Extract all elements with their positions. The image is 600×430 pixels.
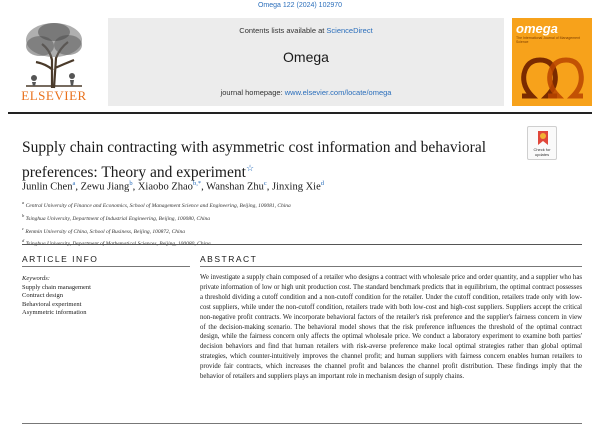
- author-list: Junlin Chen$^a$, Zewu Jiang$^b$, Xiaobo Zhao$^{b,*}$, Wanshan Zhu$^c$, Jinxing Xie$^d$: [22, 180, 324, 193]
- affiliation-list: [22, 198, 582, 249]
- journal-cover[interactable]: [512, 18, 592, 106]
- abstract-rule: [200, 266, 582, 267]
- elsevier-logo[interactable]: [8, 18, 100, 106]
- cover-subtitle: The International Journal of Management Science: [516, 36, 581, 44]
- sciencedirect-link[interactable]: ScienceDirect: [326, 26, 373, 35]
- keyword-item: Behavioral experiment: [22, 300, 82, 308]
- bookmark-icon: [536, 130, 550, 146]
- author-name[interactable]: Wanshan Zhu: [206, 181, 264, 193]
- abstract-text: We investigate a supply chain composed of a retailer who designs a contract with wholesale price and order quantity, and a supplier who has private information of low or high unit production cost. The standard benchmark predicts that in equilibrium, the optimal contract possesses a threshold dividing a cutoff condition and a non-cutoff condition for the retailer. Under the cutoff condition, retailers trade only with low-cost suppliers, while under the non-cutoff condition, retailers trade with both low-cost and high-cost suppliers. Suppliers accept the critical non-negative profit contracts. We incorporate behavioral factors of the retailer's risk preference and the supplier's fairness concern in view of the decision-making scenario. The behavioral model shows that the risk preference influences the threshold of the optimal contract design, while the fairness concern only affects the optimal wholesale price. We conduct a laboratory experiment to examine both parties' decision behaviors and find that human retailers with risk-averse preference make local optimal strategies rather than global optimal strategies, which counter-intuitively improves the channel profit; and human suppliers with fairness concern enables human retailers to provide fair contracts, which increases the channel profit and balances the channel profit distribution. These findings imply that the behavior of retailers and suppliers plays an important role in mechanism design of supply chains.: [200, 274, 582, 381]
- affiliation-item: $^c$ Renmin University of China, School of Business, Beijing, 100872, China: [22, 225, 186, 235]
- author-name[interactable]: Junlin Chen: [22, 181, 73, 193]
- keyword-item: Supply chain management: [22, 283, 91, 291]
- cover-title: omega: [516, 21, 558, 36]
- omega-symbol-icon: [518, 56, 586, 100]
- check-for-updates-button[interactable]: [527, 126, 557, 160]
- affiliation-item: d: [22, 238, 25, 244]
- keyword-item: Contract design: [22, 292, 63, 299]
- abstract-heading: ABSTRACT: [200, 254, 258, 264]
- journal-masthead: [8, 18, 592, 106]
- journal-homepage-link[interactable]: www.elsevier.com/locate/omega: [284, 88, 392, 97]
- homepage-line: [108, 88, 504, 97]
- author-affiliation-mark[interactable]: b,*: [192, 180, 202, 187]
- homepage-prefix: journal homepage:: [220, 88, 285, 97]
- keyword-item: Asymmetric information: [22, 309, 87, 316]
- author-affiliation-mark[interactable]: a: [72, 180, 76, 187]
- author-affiliation-mark[interactable]: b: [129, 180, 133, 187]
- header-rule: [8, 112, 592, 114]
- article-info-heading: ARTICLE INFO: [22, 254, 99, 264]
- section-divider: [22, 244, 582, 245]
- affiliation-item: $^b$ Tsinghua University, Department of Industrial Engineering, Beijing, 100080, China: [22, 212, 210, 222]
- journal-name: Omega: [283, 49, 329, 65]
- article-title: [22, 138, 502, 183]
- author-name[interactable]: Xiaobo Zhao: [137, 181, 193, 193]
- masthead-center: [108, 18, 504, 106]
- author-name[interactable]: Zewu Jiang: [80, 181, 130, 193]
- check-for-updates-label: Check for updates: [533, 147, 551, 157]
- affiliation-item: $^a$ Central University of Finance and Economics, School of Management Science and Engineering, Beijing, 100081, China: [22, 200, 291, 209]
- author-affiliation-mark[interactable]: c: [263, 180, 267, 187]
- article-title-text: Supply chain contracting with asymmetric cost information and behavioral preferences: Theory and experiment: [22, 139, 487, 182]
- elsevier-wordmark: ELSEVIER: [21, 88, 87, 103]
- journal-citation[interactable]: Omega 122 (2024) 102970: [257, 2, 343, 9]
- article-info-rule: [22, 266, 190, 267]
- contents-line: [108, 26, 504, 35]
- keywords-block: [22, 275, 190, 318]
- elsevier-tree-icon: [20, 20, 88, 90]
- footer-rule: [22, 423, 582, 424]
- author-affiliation-mark[interactable]: d: [320, 180, 324, 187]
- author-name[interactable]: Jinxing Xie: [272, 181, 321, 193]
- title-footnote-link[interactable]: ☆: [245, 163, 255, 173]
- keywords-label: Keywords:: [22, 275, 50, 282]
- contents-prefix: Contents lists available at: [239, 26, 327, 35]
